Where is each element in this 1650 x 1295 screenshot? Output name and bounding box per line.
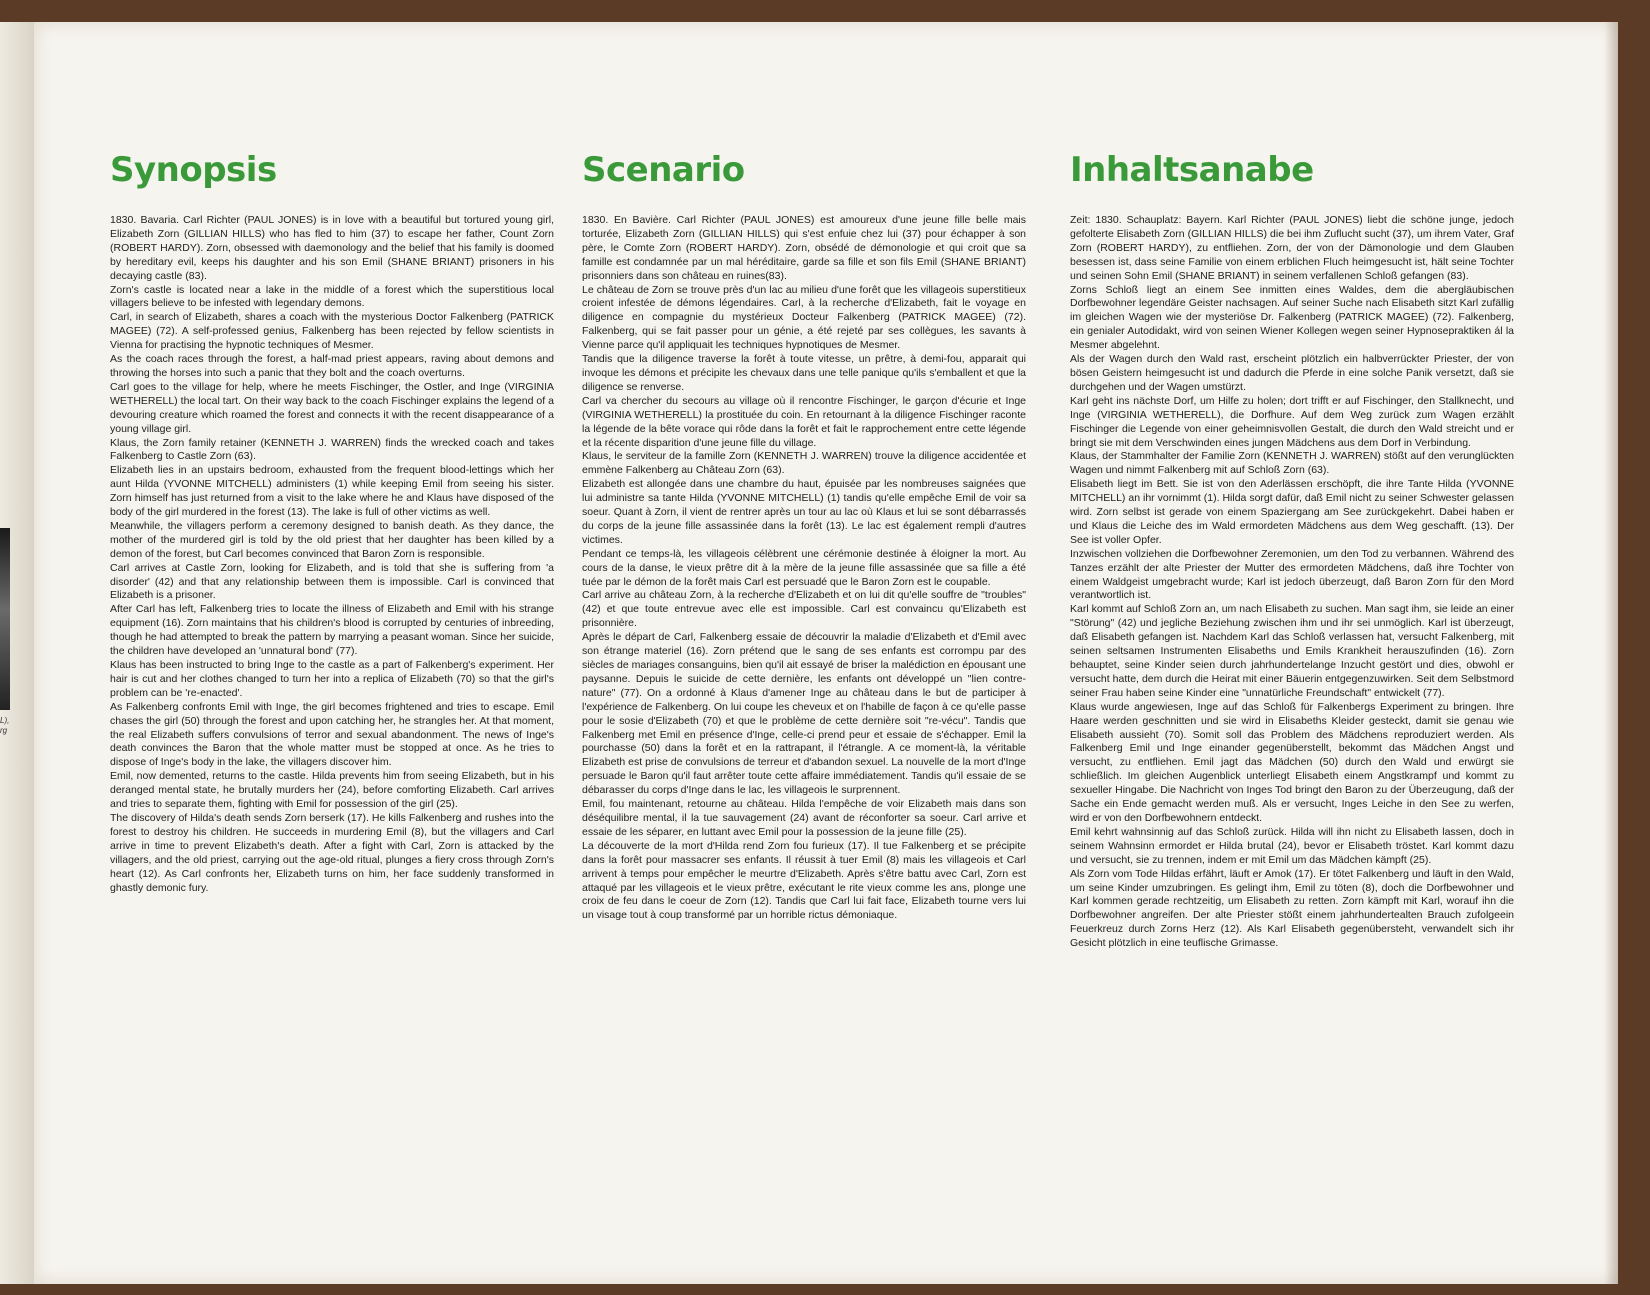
column-title: Inhaltsanabe (1070, 150, 1314, 190)
paragraph: Als der Wagen durch den Wald rast, erscheint plötzlich ein halbverrückter Priester, der von bösen Geistern heimgesucht ist und dadurch die Pferde in eine solche Panik versetzt, daß sie durchgehen und der Wagen umstürzt. (1070, 353, 1514, 393)
paragraph: Zeit: 1830. Schauplatz: Bayern. Karl Richter (PAUL JONES) liebt die schöne junge, jedoch gefolterte Elisabeth Zorn (GILLIAN HILLS) die bei ihm Zuflucht sucht (37), um ihrem Vater, Graf Zorn (ROBERT HARDY), zu entfliehen. Zorn, der von der Dämonologie und dem Glauben besessen ist, dass seine Familie von einem erblichen Fluch heimgesucht ist, hält seine Tochter und seinen Sohn Emil (SHANE BRIANT) in seinem verfallenen Schloß gefangen (83). (1070, 214, 1514, 282)
paragraph: Carl arrives at Castle Zorn, looking for Elizabeth, and is told that she is suffering from 'a disorder' (42) and that any relationship between them is impossible. Carl is convinced that Elizabeth is a prisoner. (110, 561, 554, 602)
column-german (1070, 150, 1514, 951)
paragraph: Klaus, the Zorn family retainer (KENNETH J. WARREN) finds the wrecked coach and takes Falkenberg to Castle Zorn (63). (110, 436, 554, 463)
paragraph: As the coach races through the forest, a half-mad priest appears, raving about demons and throwing the horses into such a panic that they bolt and the coach overturns. (110, 353, 554, 379)
paragraph: Karl geht ins nächste Dorf, um Hilfe zu holen; dort trifft er auf Fischinger, den Stallknecht, und Inge (VIRGINIA WETHERELL), die Dorfhure. Auf dem Weg zurück zum Wagen erzählt Fischinger die Legende von einer geheimnisvollen Gestalt, die durch den Wald streicht und er bringt sie mit dem Verschwinden eines jungen Mädchens aus dem Dorf in Verbindung. (1070, 394, 1514, 449)
column-body (1070, 214, 1514, 951)
paragraph: After Carl has left, Falkenberg tries to locate the illness of Elizabeth and Emil with his strange equipment (16). Zorn maintains that his children's blood is corrupted by centuries of inbreeding, though he had attempted to break the pattern by marrying a peasant woman. Since her suicide, the children have developed an 'unnatural bond' (77). (110, 603, 554, 658)
paragraph: Tandis que la diligence traverse la forêt à toute vitesse, un prêtre, à demi-fou, apparait qui invoque les démons et précipite les chevaux dans une telle panique qu'ils s'emballent et que la diligence se renverse. (582, 353, 1026, 393)
page-edge-shadow (1604, 22, 1618, 1284)
column-title: Scenario (582, 150, 745, 190)
paragraph: Après le départ de Carl, Falkenberg essaie de découvrir la maladie d'Elizabeth et d'Emil avec son étrange materiel (16). Zorn prétend que le sang de ses enfants est corrompu par des siècles de mariages consanguins, bien qu'il ait essayé de briser la malédiction en épousant une paysanne. Depuis le suicide de cette dernière, les enfants ont développé un "lien contre-nature" (77). On a ordonné à Klaus d'amener Inge au château dans le but de participer à l'expérience de Falkenberg. On lui coupe les cheveux et on l'habille de façon à ce qu'elle passe pour le sosie d'Elizabeth (70) et que le problème de cette dernière soit "re-vécu". Tandis que Falkenberg met Emil en présence d'Inge, celle-ci prend peur et essaie de s'échapper. Emil la pourchasse (50) dans la forêt et en la rattrapant, il l'étrangle. A ce moment-là, la véritable Elizabeth est prise de convulsions de terreur et d'abandon sexuel. La nouvelle de la mort d'Inge persuade le Baron qu'il faut arrêter toute cette affaire immédiatement. Tandis qu'il essaie de se débarasser du corps d'Inge dans le lac, les villageois le surprennent. (582, 631, 1026, 797)
previous-page-caption-fragment: L), rg (0, 716, 10, 735)
paragraph: 1830. Bavaria. Carl Richter (PAUL JONES) is in love with a beautiful but tortured young girl, Elizabeth Zorn (GILLIAN HILLS) who has fled to him (37) to escape her father, Count Zorn (ROBERT HARDY). Zorn, obsessed with daemonology and the belief that his family is doomed by hereditary evil, keeps his daughter and his son Emil (SHANE BRIANT) prisoners in his decaying castle (83). (110, 214, 554, 282)
paragraph: Carl arrive au château Zorn, à la recherche d'Elizabeth et on lui dit qu'elle souffre de "troubles" (42) et que toute entrevue avec elle est impossible. Carl est convaincu qu'Elizabeth est prisonnière. (582, 589, 1026, 630)
paragraph: 1830. En Bavière. Carl Richter (PAUL JONES) est amoureux d'une jeune fille belle mais torturée, Elizabeth Zorn (GILLIAN HILLS) qui s'est enfuie chez lui (37) pour échapper à son père, le Comte Zorn (ROBERT HARDY). Zorn, obsédé de démonologie et qui croit que sa famille est condamnée par un mal héréditaire, garde sa fille et son fils Emil (SHANE BRIANT) prisonniers dans son château en ruines(83). (582, 214, 1026, 282)
paragraph: La découverte de la mort d'Hilda rend Zorn fou furieux (17). Il tue Falkenberg et se précipite dans la forêt pour massacrer ses enfants. Il réussit à tuer Emil (8) mais les villageois et Carl arrivent à temps pour empêcher le meurtre d'Elizabeth. Après s'être battu avec Carl, Zorn est attaqué par les villageois et le vieux prêtre, exécutant le rite vieux comme les ans, plonge une croix de feu dans le coeur de Zorn (12). Tandis que Carl lui fait face, Elizabeth tourne vers lui un visage tout à coup transformé par un horrible rictus démoniaque. (582, 839, 1026, 922)
paragraph: The discovery of Hilda's death sends Zorn berserk (17). He kills Falkenberg and rushes into the forest to destroy his children. He succeeds in murdering Emil (8), but the villagers and Carl arrive in time to prevent Elizabeth's death. After a fight with Carl, Zorn is attacked by the villagers, and the old priest, carrying out the age-old ritual, plunges a fiery cross through Zorn's heart (12). As Carl confronts her, Elizabeth turns on him, her face suddenly transformed in ghastly demonic fury. (110, 811, 554, 894)
paragraph: Klaus, der Stammhalter der Familie Zorn (KENNETH J. WARREN) stößt auf den verunglückten Wagen und nimmt Falkenberg mit auf Schloß Zorn (63). (1070, 450, 1514, 477)
paragraph: Le château de Zorn se trouve près d'un lac au milieu d'une forêt que les villageois superstitieux croient infestée de démons légendaires. Carl, à la recherche d'Elizabeth, fait le voyage en diligence en compagnie du mystérieux Docteur Falkenberg (PATRICK MAGEE) (72). Falkenberg, qui se fait passer pour un génie, a été rejeté par ses collègues, les savants à Vienne parce qu'il appliquait les techniques hypnotiques de Mesmer. (582, 283, 1026, 352)
column-body (582, 214, 1026, 923)
paragraph: Als Zorn vom Tode Hildas erfährt, läuft er Amok (17). Er tötet Falkenberg und läuft in den Wald, um seine Kinder umzubringen. Es gelingt ihm, Emil zu töten (8), doch die Dorfbewohner und Karl kommen gerade rechtzeitig, um Elisabeth zu retten. Zorn kämpft mit Karl, worauf ihn die Dorfbewohner angreifen. Der alte Priester stößt einem jahrhundertealten Brauch zufolgeein Feuerkreuz durch Zorns Herz (12). Als Karl Elisabeth gegenübersteht, verwandelt sich ihr Gesicht plötzlich in eine teuflische Grimasse. (1070, 867, 1514, 950)
previous-page-photo-fragment (0, 528, 10, 710)
paragraph: Elizabeth est allongée dans une chambre du haut, épuisée par les nombreuses saignées que lui administre sa tante Hilda (YVONNE MITCHELL) (1) tandis qu'elle empêche Emil de voir sa soeur. Quant à Zorn, il vient de rentrer après un tour au lac où Klaus et lui se sont débarrassés du corps de la jeune fille assassinée dans la forêt (13). Le lac est également rempli d'autres victimes. (582, 478, 1026, 546)
paragraph: Emil kehrt wahnsinnig auf das Schloß zurück. Hilda will ihn nicht zu Elisabeth lassen, doch in seinem Wahnsinn ermordet er Hilda brutal (24), bevor er Elisabeth tröstet. Karl kommt dazu und versucht, sie zu trennen, indem er mit Emil um das Mädchen kämpft (25). (1070, 825, 1514, 866)
paragraph: Carl va chercher du secours au village où il rencontre Fischinger, le garçon d'écurie et Inge (VIRGINIA WETHERELL) la prostituée du coin. En retournant à la diligence Fischinger raconte la légende de la bête vorace qui rôde dans la forêt et fait le rapprochement entre cette légende et la récente disparition d'une jeune fille du village. (582, 394, 1026, 449)
column-body (110, 214, 554, 895)
paragraph: Elisabeth liegt im Bett. Sie ist von den Aderlässen erschöpft, die ihre Tante Hilda (YVONNE MITCHELL) an ihr vornimmt (1). Hilda sorgt dafür, daß Emil nicht zu seiner Schwester gelassen wird. Zorn selbst ist gerade von einem Spaziergang am See zurückgekehrt. Dabei haben er und Klaus die Leiche des im Wald ermordeten Mädchens aus dem Weg geschafft. (13). Der See ist voller Opfer. (1070, 478, 1514, 546)
paragraph: As Falkenberg confronts Emil with Inge, the girl becomes frightened and tries to escape. Emil chases the girl (50) through the forest and upon catching her, he strangles her. At that moment, the real Elizabeth suffers convulsions of terror and sexual abandonment. The news of Inge's death convinces the Baron that the whole matter must be stopped at once. As he tries to dispose of Inge's body in the lake, the villagers discover him. (110, 700, 554, 769)
paragraph: Karl kommt auf Schloß Zorn an, um nach Elisabeth zu suchen. Man sagt ihm, sie leide an einer "Störung" (42) und jegliche Beziehung zwischen ihm und ihr sei unmöglich. Karl ist überzeugt, daß Elisabeth gefangen ist. Nachdem Karl das Schloß verlassen hat, versucht Falkenberg, mit seinen seltsamen Instrumenten Elisabeths und Emils Krankheit herauszufinden (16). Zorn behauptet, seine Kinder seien durch jahrhundertelange Inzucht gestört und dies, obwohl er versucht hatte, dem durch die Heirat mit einer Bäuerin entgegenzuwirken. Seit dem Selbstmord seiner Frau haben seine Kinder eine "unnatürliche Freundschaft" entwickelt (77). (1070, 603, 1514, 699)
paragraph: Zorn's castle is located near a lake in the middle of a forest which the superstitious local villagers believe to be infested with legendary demons. (110, 283, 554, 310)
paragraph: Meanwhile, the villagers perform a ceremony designed to banish death. As they dance, the mother of the murdered girl is told by the old priest that her daughter has been killed by a demon of the forest, but Carl becomes convinced that Baron Zorn is responsible. (110, 519, 554, 560)
paragraph: Pendant ce temps-là, les villageois célèbrent une cérémonie destinée à éloigner la mort. Au cours de la danse, le vieux prêtre dit à la mère de la jeune fille assassinée que sa fille a été tuée par le démon de la forêt mais Carl est persuadé que le Baron Zorn est le coupable. (582, 547, 1026, 588)
paragraph: Emil, now demented, returns to the castle. Hilda prevents him from seeing Elizabeth, but in his deranged mental state, he brutally murders her (24), before comforting Elizabeth. Carl arrives and tries to separate them, fighting with Emil for possession of the girl (25). (110, 770, 554, 811)
booklet-page (34, 22, 1618, 1284)
paragraph: Zorns Schloß liegt an einem See inmitten eines Waldes, dem die abergläubischen Dorfbewohner legendäre Geister nachsagen. Auf seiner Suche nach Elisabeth sitzt Karl zufällig im gleichen Wagen wie der mysteriöse Dr. Falkenberg (PATRICK MAGEE) (72). Falkenberg, ein genialer Autodidakt, wird von seinen Wiener Kollegen wegen seiner Hypnosepraktiken ál la Mesmer abgelehnt. (1070, 283, 1514, 352)
paragraph: Carl, in search of Elizabeth, shares a coach with the mysterious Doctor Falkenberg (PATRICK MAGEE) (72). A self-professed genius, Falkenberg has been rejected by fellow scientists in Vienna for practising the hypnotic techniques of Mesmer. (110, 311, 554, 352)
paragraph: Emil, fou maintenant, retourne au château. Hilda l'empêche de voir Elizabeth mais dans son déséquilibre mental, il la tue sauvagement (24) avant de réconforter sa soeur. Carl arrive et essaie de les séparer, en luttant avec Emil pour la possession de la jeune fille (25). (582, 798, 1026, 838)
column-french (582, 150, 1026, 923)
column-title: Synopsis (110, 150, 277, 190)
column-english (110, 150, 554, 895)
paragraph: Klaus, le serviteur de la famille Zorn (KENNETH J. WARREN) trouve la diligence accidentée et emmène Falkenberg au Château Zorn (63). (582, 450, 1026, 477)
paragraph: Klaus has been instructed to bring Inge to the castle as a part of Falkenberg's experiment. Her hair is cut and her clothes changed to turn her into a replica of Elizabeth (70) so that the girl's problem can be 're-enacted'. (110, 659, 554, 699)
paragraph: Carl goes to the village for help, where he meets Fischinger, the Ostler, and Inge (VIRGINIA WETHERELL) the local tart. On their way back to the coach Fischinger explains the legend of a devouring creature which roamed the forest and connects it with the recent disappearance of a young village girl. (110, 380, 554, 435)
paragraph: Inzwischen vollziehen die Dorfbewohner Zeremonien, um den Tod zu verbannen. Während des Tanzes erzählt der alte Priester der Mutter des ermordeten Mädchens, daß ihre Tochter von einem Waldgeist umgebracht wurde; Karl ist jedoch überzeugt, daß Baron Zorn für den Mord verantwortlich ist. (1070, 547, 1514, 602)
paragraph: Klaus wurde angewiesen, Inge auf das Schloß für Falkenbergs Experiment zu bringen. Ihre Haare werden geschnitten und sie wird in Elisabeths Kleider gesteckt, damit sie genau wie Elisabeth aussieht (70). Somit soll das Problem des Mädchens reproduziert werden. Als Falkenberg Emil und Inge einander gegenüberstellt, bekommt das Mädchen Angst und versucht, zu entfliehen. Emil jagt das Mädchen (50) durch den Wald und erwürgt sie schließlich. Im gleichen Augenblick unterliegt Elisabeth einem Angstkrampf und kommt zu sexueller Hingabe. Die Nachricht von Inges Tod bringt den Baron zu der Überzeugung, daß der Sache ein Ende gemacht werden muß. Als er versucht, Inges Leiche in den See zu werfen, wird er von den Dorfbewohnern entdeckt. (1070, 700, 1514, 824)
paragraph: Elizabeth lies in an upstairs bedroom, exhausted from the frequent blood-lettings which her aunt Hilda (YVONNE MITCHELL) administers (1) while keeping Emil from seeing his sister. Zorn himself has just returned from a visit to the lake where he and Klaus have disposed of the body of the girl murdered in the forest (13). The lake is full of other victims as well. (110, 464, 554, 519)
